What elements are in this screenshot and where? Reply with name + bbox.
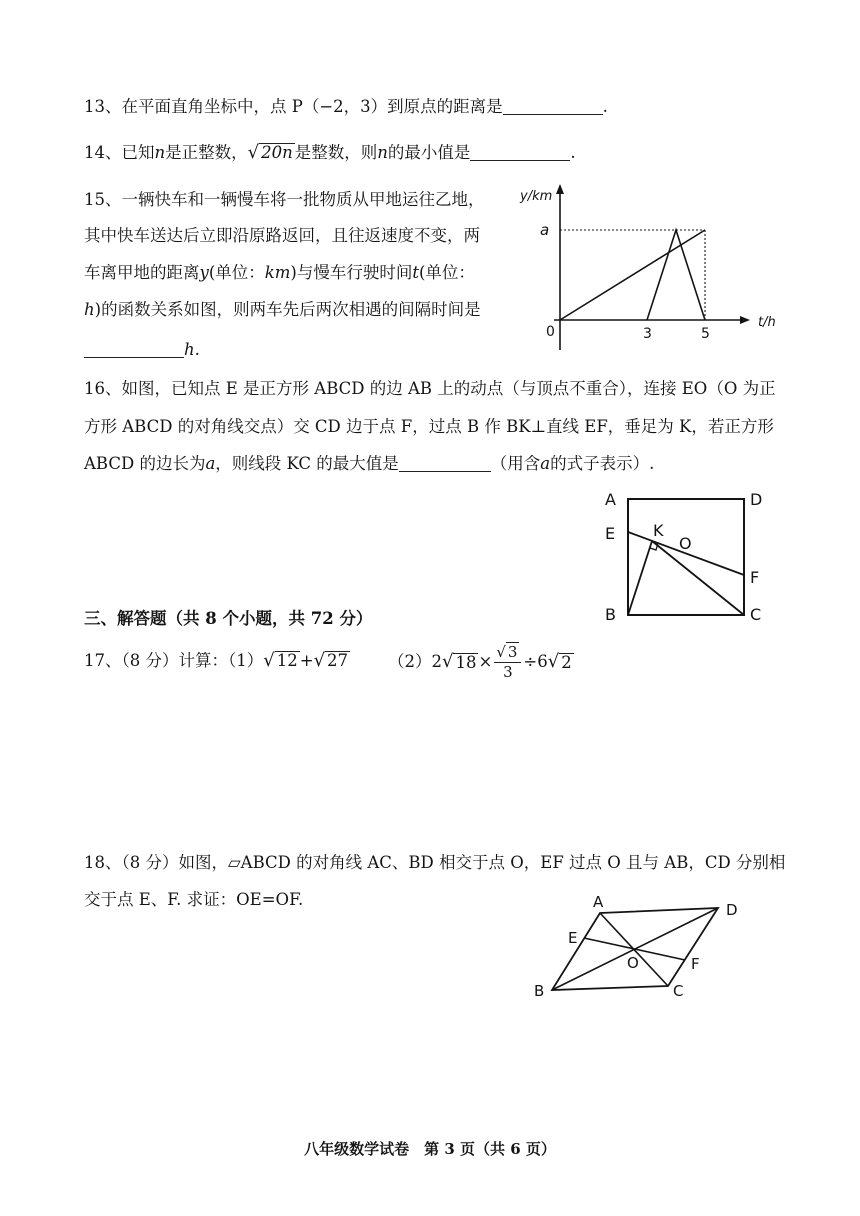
fraction-sqrt3-over-3: $\frac{√ 3}{3}$ [494,642,521,682]
question-14: 14、已知n是正整数，√ 20n 是整数，则n的最小值是 . [84,142,576,163]
q18-line-2: 交于点 E、F. 求证：OE=OF. [84,890,304,909]
sqrt-icon: √ [496,643,506,661]
sqrt-icon: √ [263,650,275,671]
q15-line-3: 车离甲地的距离y(单位：km)与慢车行驶时间t(单位： [84,263,475,282]
sqrt-icon: √ [313,650,326,671]
label-d: D [750,490,763,509]
line-ac-diagonal [628,499,744,615]
label-k: K [653,521,664,540]
q16-line-3: ABCD 的边长为a，则线段 KC 的最大值是 （用含a的式子表示）. [84,454,655,473]
sqrt-icon: √ [442,651,454,672]
label-a: A [605,490,616,509]
label-e: E [568,929,578,947]
q13-text: 13、在平面直角坐标中，点 P（−2，3）到原点的距离是 [84,97,503,116]
q15-line-4: h)的函数关系如图，则两车先后两次相遇的间隔时间是 [84,300,481,319]
question-13: 13、在平面直角坐标中，点 P（−2，3）到原点的距离是 . [84,97,608,116]
label-c: C [673,982,684,1000]
q16-line-2: 方形 ABCD 的对角线交点）交 CD 边于点 F，过点 B 作 BK⊥直线 EF，垂足为 K，若正方形 [84,417,774,436]
sqrt-icon: √ [247,142,260,163]
q16-line-1: 16、如图，已知点 E 是正方形 ABCD 的边 AB 上的动点（与顶点不重合），连接 EO（O 为正 [84,379,776,398]
q18-parallelogram-figure [528,893,768,1003]
q16-square-figure [595,482,780,632]
x-tick-label: 5 [701,326,710,342]
q15-line-1: 15、一辆快车和一辆慢车将一批物质从甲地运往乙地， [84,190,485,209]
label-f: F [750,568,760,587]
x-axis-label: t/h [758,315,776,330]
q14-answer-blank[interactable] [470,144,570,161]
square-abcd [628,499,744,615]
line-kc [652,541,744,615]
line-bk [628,541,652,615]
x-tick-label: 3 [643,326,652,342]
label-c: C [750,605,762,624]
y-tick-label: a [540,221,550,239]
q18-line-1: 18、（8 分）如图，▱ABCD 的对角线 AC、BD 相交于点 O，EF 过点 O 且与 AB，CD 分别相 [84,853,786,872]
question-17: 17、（8 分）计算：（1）√ 12 +√ 27 [84,650,349,671]
label-f: F [691,955,700,973]
q15-line-2: 其中快车送达后立即沿原路返回，且往返速度不变，两 [84,226,480,245]
origin-label: 0 [546,324,555,340]
label-o: O [679,534,692,553]
section-3-heading: 三、解答题（共 8 个小题，共 72 分） [84,609,373,628]
q15-line-5: h. [84,339,200,361]
label-d: D [726,901,738,919]
sqrt-icon: √ [547,651,560,672]
q16-answer-blank[interactable] [399,455,491,472]
series-line-1 [560,230,705,320]
x-axis-arrow [740,316,750,324]
label-b: B [605,605,616,624]
page-footer: 八年级数学试卷 第 3 页（共 6 页） [304,1140,556,1158]
series-line-2 [647,230,705,320]
y-axis-arrow [556,184,564,194]
q13-answer-blank[interactable] [503,98,603,115]
label-o: O [627,954,639,972]
question-17-part-2: （2） 2 √ 18 × $\frac{√ 3}{3}$ ÷ 6 √ 2 [388,643,572,681]
label-e: E [605,524,616,543]
label-a: A [593,893,604,911]
q15-answer-blank[interactable] [84,341,184,358]
label-b: B [534,982,545,1000]
y-axis-label: y/km [520,189,553,204]
q15-function-graph [510,178,790,358]
